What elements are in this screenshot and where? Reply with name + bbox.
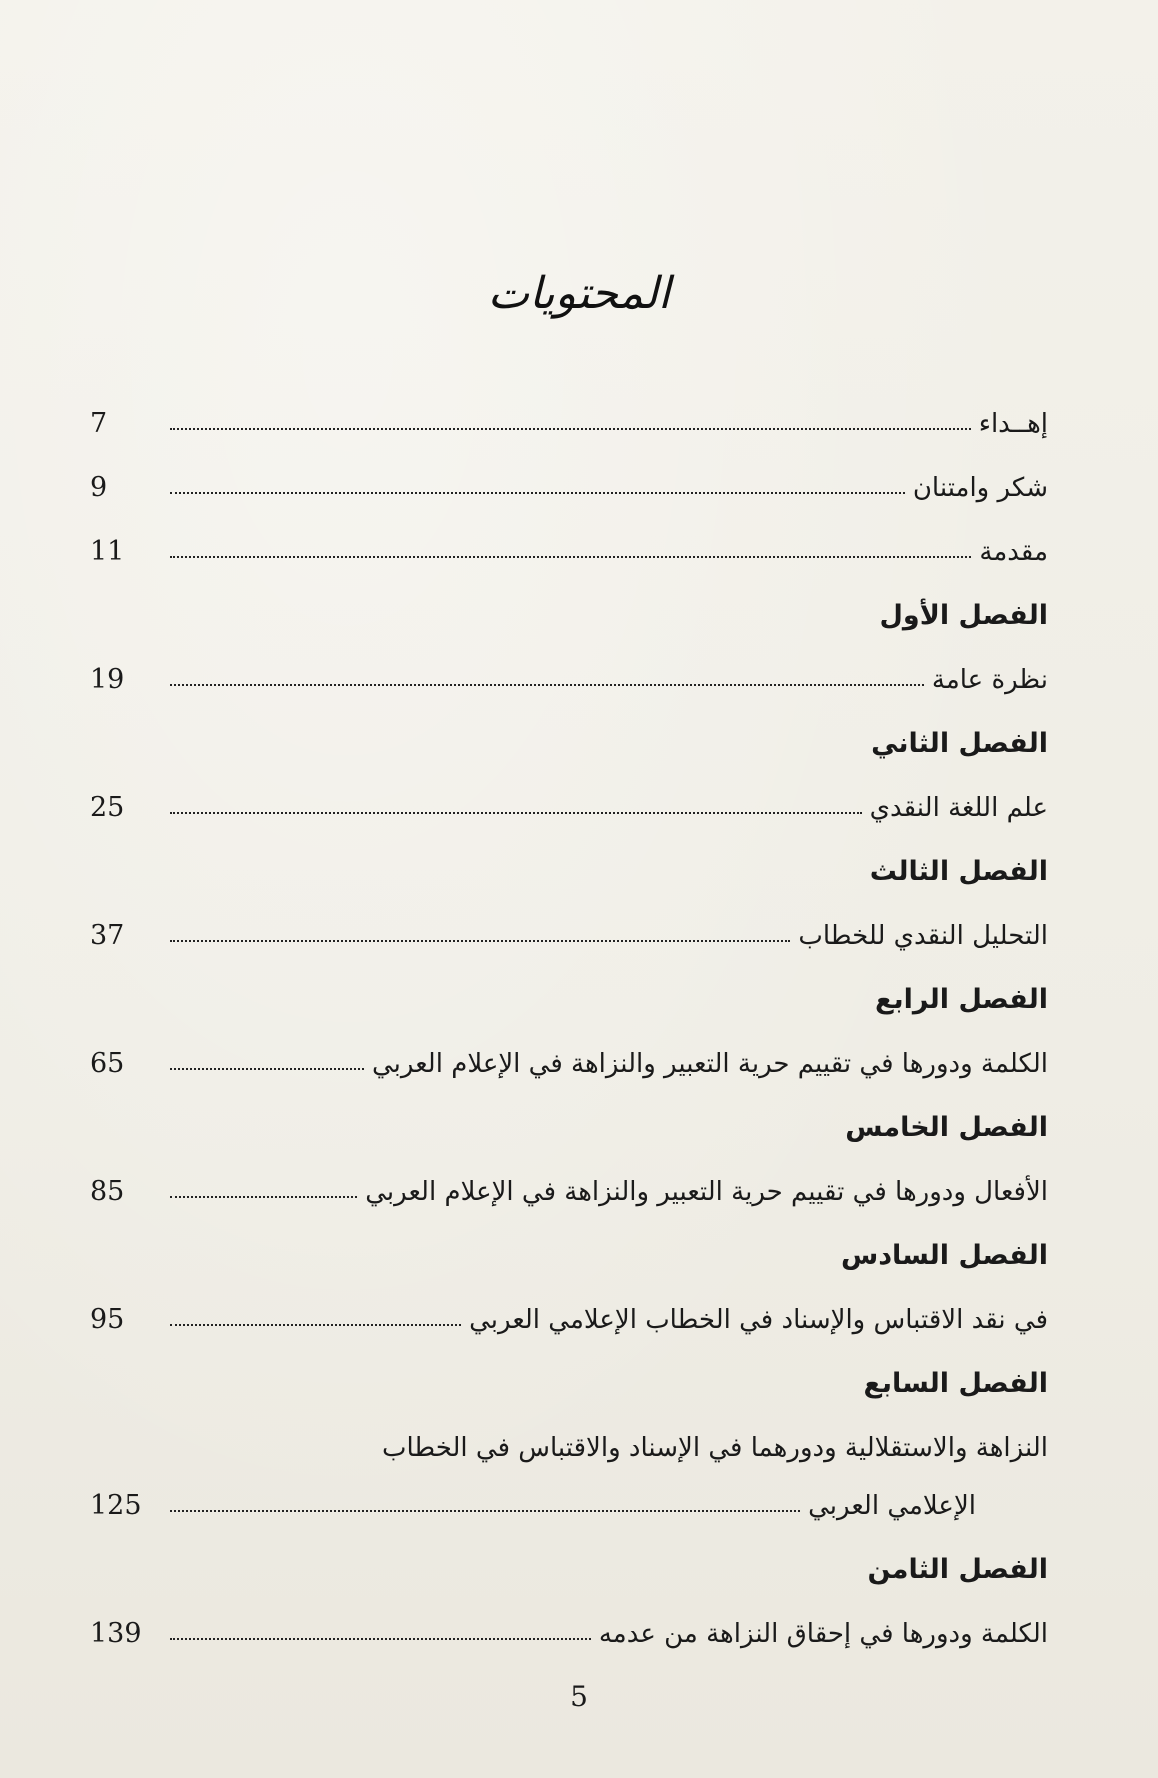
- chapter-heading-2: الفصل الثاني: [871, 728, 1048, 759]
- toc-page-number: 19: [90, 664, 125, 695]
- leader-dots: [170, 1510, 800, 1512]
- toc-entry-label: علم اللغة النقدي: [869, 793, 1048, 823]
- toc-entry-chapter-1: [90, 631, 1048, 695]
- toc-entry-label: النزاهة والاستقلالية ودورهما في الإسناد والاقتباس في الخطاب: [381, 1433, 1048, 1463]
- leader-dots: [170, 428, 971, 430]
- toc-page-number: 25: [90, 792, 125, 823]
- toc-entry-dedication: [90, 375, 1048, 439]
- chapter-heading-1: الفصل الأول: [879, 600, 1048, 631]
- toc-entry-label: الكلمة ودورها في تقييم حرية التعبير والنزاهة في الإعلام العربي: [372, 1049, 1048, 1079]
- toc-page-number: 125: [90, 1490, 142, 1521]
- toc-entry-label: شكر وامتنان: [912, 473, 1048, 503]
- toc-entry-acknowledgments: [90, 439, 1048, 503]
- leader-dots: [170, 684, 924, 686]
- leader-dots: [170, 556, 971, 558]
- toc-entry-chapter-6: [90, 1271, 1048, 1335]
- toc-entry-label: في نقد الاقتباس والإسناد في الخطاب الإعلامي العربي: [469, 1305, 1048, 1335]
- toc-entry-chapter-7-line-2: [90, 1463, 1048, 1521]
- leader-dots: [170, 492, 905, 494]
- chapter-heading-7: الفصل السابع: [863, 1368, 1048, 1399]
- chapter-heading-8: الفصل الثامن: [867, 1554, 1048, 1585]
- toc-page-number: 11: [90, 536, 125, 567]
- toc-entry-label: الكلمة ودورها في إحقاق النزاهة من عدمه: [598, 1619, 1048, 1649]
- chapter-heading-4: الفصل الرابع: [875, 984, 1048, 1015]
- toc-page-number: 85: [90, 1176, 125, 1207]
- toc-entry-chapter-8: [90, 1585, 1048, 1649]
- chapter-heading-5: الفصل الخامس: [845, 1112, 1048, 1143]
- chapter-heading-6: الفصل السادس: [840, 1240, 1048, 1271]
- toc-page-number: 37: [90, 920, 125, 951]
- toc-entry-chapter-7-line-1: [90, 1399, 1048, 1463]
- toc-entry-label: نظرة عامة: [931, 665, 1048, 695]
- toc-entry-label: الأفعال ودورها في تقييم حرية التعبير والنزاهة في الإعلام العربي: [365, 1177, 1048, 1207]
- toc-entry-chapter-2: [90, 759, 1048, 823]
- toc-entry-label: إهــداء: [978, 409, 1048, 439]
- table-of-contents: [90, 375, 1048, 1649]
- toc-page-number: 139: [90, 1618, 142, 1649]
- leader-dots: [170, 940, 790, 942]
- toc-page-number: 9: [90, 472, 108, 503]
- toc-entry-label: مقدمة: [979, 537, 1048, 567]
- toc-entry-label: التحليل النقدي للخطاب: [798, 921, 1048, 951]
- toc-page-number: 95: [90, 1304, 125, 1335]
- toc-entry-chapter-5: [90, 1143, 1048, 1207]
- toc-entry-chapter-4: [90, 1015, 1048, 1079]
- toc-entry-label: الإعلامي العربي: [808, 1491, 976, 1521]
- toc-entry-introduction: [90, 503, 1048, 567]
- page-footer-number: 5: [570, 1680, 588, 1713]
- leader-dots: [170, 1196, 357, 1198]
- toc-entry-chapter-3: [90, 887, 1048, 951]
- leader-dots: [170, 812, 862, 814]
- chapter-heading-3: الفصل الثالث: [869, 856, 1048, 887]
- toc-page-number: 65: [90, 1048, 125, 1079]
- toc-page-number: 7: [90, 408, 108, 439]
- leader-dots: [170, 1068, 364, 1070]
- page-title: المحتويات: [487, 268, 671, 319]
- leader-dots: [170, 1638, 591, 1640]
- leader-dots: [170, 1324, 461, 1326]
